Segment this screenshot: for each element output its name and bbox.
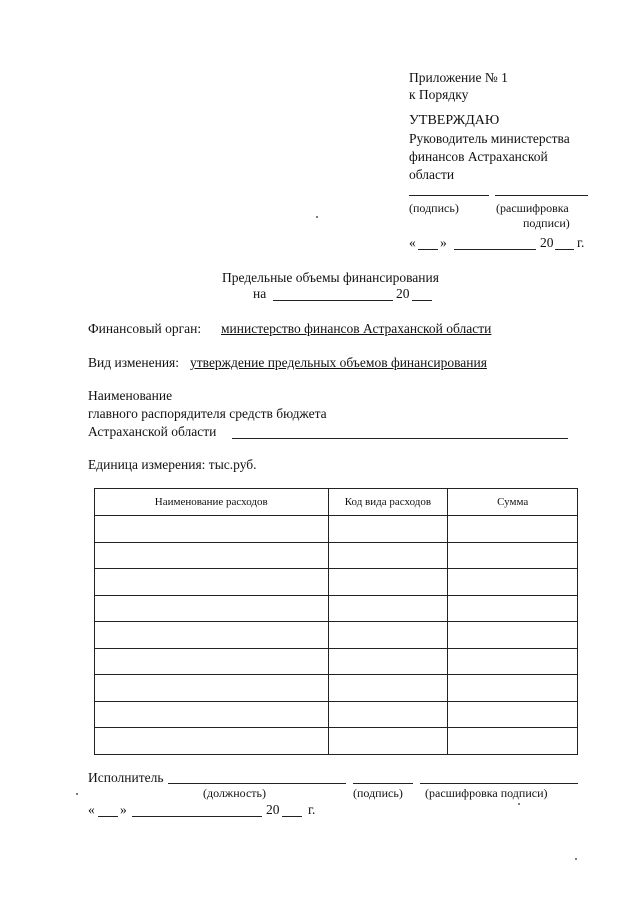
scan-speck <box>76 793 78 795</box>
cell-amount[interactable] <box>448 569 578 596</box>
executor-decode-line[interactable] <box>420 783 578 784</box>
cell-amount[interactable] <box>448 542 578 569</box>
fin-organ-value: министерство финансов Астраханской области <box>221 321 492 336</box>
appendix-line2: к Порядку <box>409 87 469 102</box>
cell-expense-code[interactable] <box>328 595 448 622</box>
heading-year-line[interactable] <box>412 300 432 301</box>
approval-date-suffix: г. <box>577 235 585 250</box>
cell-expense-code[interactable] <box>328 622 448 649</box>
cell-amount[interactable] <box>448 516 578 543</box>
executor-year-line[interactable] <box>282 816 302 817</box>
appendix-line1: Приложение № 1 <box>409 70 508 85</box>
executor-signature-label: (подпись) <box>353 786 403 800</box>
cell-expense-name[interactable] <box>95 569 329 596</box>
approval-day-line[interactable] <box>418 249 438 250</box>
executor-label: Исполнитель <box>88 770 164 785</box>
executor-date-year: 20 <box>266 802 280 817</box>
scan-speck <box>518 803 520 805</box>
change-type-label: Вид изменения: <box>88 355 179 370</box>
approval-month-line[interactable] <box>454 249 536 250</box>
cell-expense-name[interactable] <box>95 675 329 702</box>
approval-position-line2: финансов Астраханской <box>409 149 548 164</box>
cell-expense-code[interactable] <box>328 675 448 702</box>
cell-amount[interactable] <box>448 595 578 622</box>
name-line1: Наименование <box>88 388 173 403</box>
executor-date-suffix: г. <box>308 802 316 817</box>
approval-date-year: 20 <box>540 235 554 250</box>
table-row <box>95 648 578 675</box>
executor-signature-line[interactable] <box>353 783 413 784</box>
cell-expense-name[interactable] <box>95 516 329 543</box>
unit-label: Единица измерения: тыс.руб. <box>88 457 257 472</box>
cell-amount[interactable] <box>448 701 578 728</box>
name-line3: Астраханской области <box>88 424 217 439</box>
table-row <box>95 675 578 702</box>
table-row <box>95 595 578 622</box>
cell-expense-code[interactable] <box>328 728 448 755</box>
table-row <box>95 542 578 569</box>
approval-decode-label-line2: подписи) <box>523 216 570 230</box>
executor-month-line[interactable] <box>132 816 262 817</box>
table-row <box>95 569 578 596</box>
cell-expense-code[interactable] <box>328 648 448 675</box>
document-title: Предельные объемы финансирования <box>222 270 439 285</box>
approval-decode-label-line1: (расшифровка <box>496 201 569 215</box>
cell-amount[interactable] <box>448 648 578 675</box>
table-row <box>95 516 578 543</box>
heading-year: 20 <box>396 286 410 301</box>
cell-expense-code[interactable] <box>328 569 448 596</box>
cell-expense-code[interactable] <box>328 701 448 728</box>
name-line2: главного распорядителя средств бюджета <box>88 406 327 421</box>
executor-position-line[interactable] <box>168 783 346 784</box>
approval-signature-label: (подпись) <box>409 201 459 215</box>
approval-position-line3: области <box>409 167 455 182</box>
fin-organ-label: Финансовый орган: <box>88 321 202 336</box>
header-amount: Сумма <box>448 489 578 516</box>
approval-title: УТВЕРЖДАЮ <box>409 113 500 128</box>
approval-date-close: » <box>440 235 447 250</box>
cell-expense-name[interactable] <box>95 728 329 755</box>
approval-decode-line[interactable] <box>495 195 588 196</box>
executor-position-label: (должность) <box>203 786 266 800</box>
heading-date-line[interactable] <box>273 300 393 301</box>
executor-day-line[interactable] <box>98 816 118 817</box>
cell-expense-code[interactable] <box>328 542 448 569</box>
cell-expense-name[interactable] <box>95 648 329 675</box>
table-row <box>95 701 578 728</box>
cell-amount[interactable] <box>448 728 578 755</box>
budget-holder-name-line[interactable] <box>232 438 568 439</box>
cell-expense-code[interactable] <box>328 516 448 543</box>
scan-speck <box>575 858 577 860</box>
approval-date-open: « <box>409 235 416 250</box>
financing-table <box>94 488 578 755</box>
executor-date-open: « <box>88 802 95 817</box>
cell-expense-name[interactable] <box>95 622 329 649</box>
cell-amount[interactable] <box>448 675 578 702</box>
approval-position-line1: Руководитель министерства <box>409 131 570 146</box>
change-type-value: утверждение предельных объемов финансирования <box>190 355 487 370</box>
cell-expense-name[interactable] <box>95 595 329 622</box>
cell-amount[interactable] <box>448 622 578 649</box>
heading-on: на <box>253 286 267 301</box>
approval-signature-line[interactable] <box>409 195 489 196</box>
table-row <box>95 622 578 649</box>
approval-year-line[interactable] <box>555 249 574 250</box>
header-expense-name: Наименование расходов <box>95 489 329 516</box>
cell-expense-name[interactable] <box>95 701 329 728</box>
header-expense-code: Код вида расходов <box>328 489 448 516</box>
cell-expense-name[interactable] <box>95 542 329 569</box>
table-row <box>95 728 578 755</box>
executor-decode-label: (расшифровка подписи) <box>425 786 548 800</box>
table-header-row <box>95 489 578 516</box>
scan-speck <box>316 216 318 218</box>
executor-date-close: » <box>120 802 127 817</box>
